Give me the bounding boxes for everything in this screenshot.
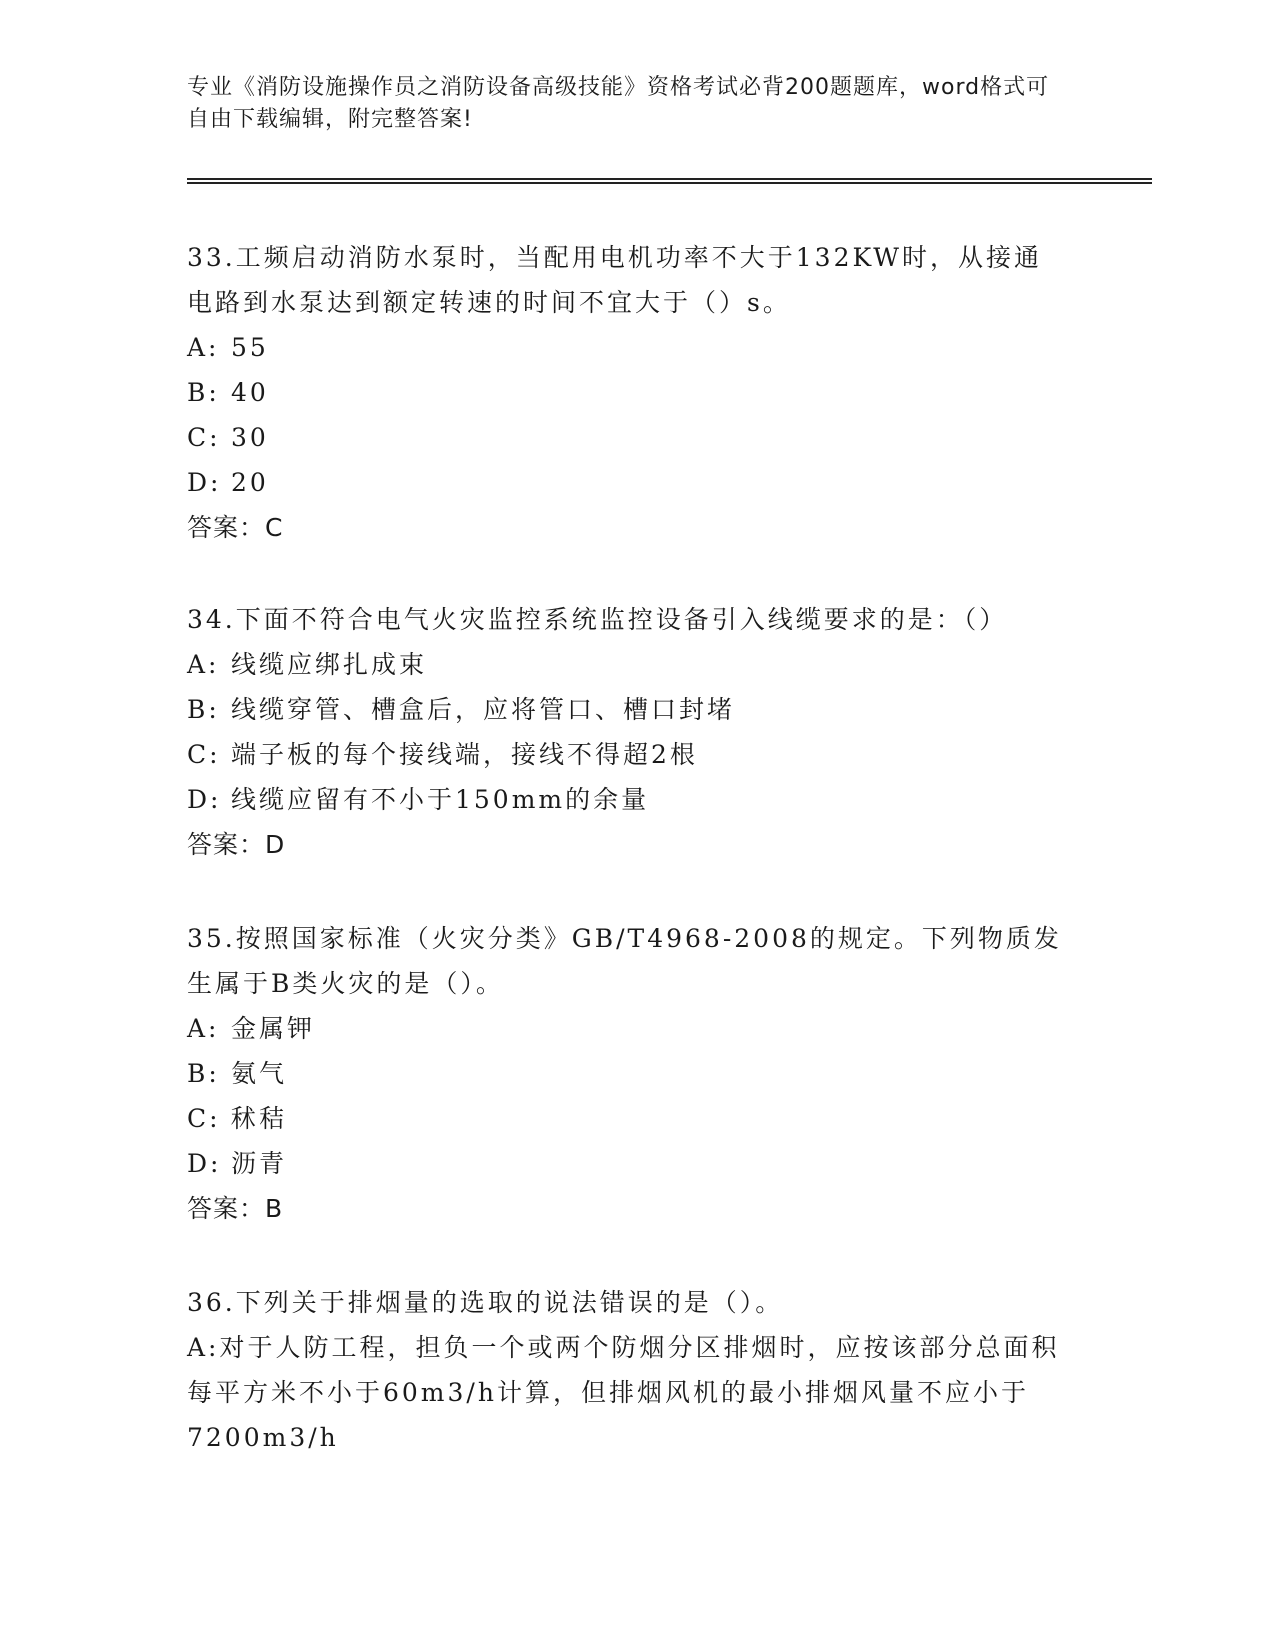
answer-line: 答案：C <box>187 513 284 542</box>
option-a <box>187 642 1067 687</box>
option-text: 20 <box>231 468 269 497</box>
option-c <box>187 415 1067 460</box>
option-a <box>187 1006 1067 1051</box>
option-c <box>187 1096 1067 1141</box>
option-letter: A: <box>187 1333 220 1362</box>
option-letter: B: <box>187 1059 220 1088</box>
option-text: 线缆应留有不小于150mm的余量 <box>231 785 650 814</box>
question-stem: 36.下列关于排烟量的选取的说法错误的是（）。 <box>187 1288 784 1317</box>
question-36 <box>187 1280 1067 1460</box>
question-34 <box>187 597 1067 867</box>
option-text: 55 <box>231 333 269 362</box>
option-text: 40 <box>231 378 269 407</box>
option-d <box>187 1141 1067 1186</box>
option-text: 线缆应绑扎成束 <box>231 650 428 679</box>
option-letter: D: <box>187 468 222 497</box>
option-a <box>187 1325 1067 1460</box>
option-letter: B: <box>187 695 220 724</box>
question-33 <box>187 235 1067 550</box>
question-stem: 33.工频启动消防水泵时，当配用电机功率不大于132KW时，从接通电路到水泵达到额定转速的时间不宜大于（）s。 <box>187 243 1042 317</box>
question-35 <box>187 916 1067 1231</box>
option-text: 金属钾 <box>231 1014 316 1043</box>
document-header <box>187 72 1067 136</box>
answer-line: 答案：D <box>187 830 286 859</box>
option-d <box>187 460 1067 505</box>
option-b <box>187 687 1067 732</box>
option-letter: A: <box>187 650 220 679</box>
option-text: 对于人防工程，担负一个或两个防烟分区排烟时，应按该部分总面积每平方米不小于60m3/h计算，但排烟风机的最小排烟风量不应小于7200m3/h <box>187 1333 1060 1452</box>
option-text: 30 <box>231 423 269 452</box>
option-text: 端子板的每个接线端，接线不得超2根 <box>231 740 698 769</box>
option-b <box>187 1051 1067 1096</box>
question-stem: 35.按照国家标准（火灾分类》GB/T4968-2008的规定。下列物质发生属于B类火灾的是（）。 <box>187 924 1062 998</box>
option-letter: D: <box>187 1149 222 1178</box>
option-d <box>187 777 1067 822</box>
option-letter: A: <box>187 333 220 362</box>
answer-line: 答案：B <box>187 1194 284 1223</box>
option-c <box>187 732 1067 777</box>
header-text: 专业《消防设施操作员之消防设备高级技能》资格考试必背200题题库，word格式可自由下载编辑，附完整答案! <box>187 75 1050 132</box>
option-b <box>187 370 1067 415</box>
header-rule-top <box>187 178 1152 180</box>
option-letter: A: <box>187 1014 220 1043</box>
option-text: 氨气 <box>231 1059 288 1088</box>
option-letter: C: <box>187 740 221 769</box>
header-rule-bottom <box>187 182 1152 184</box>
option-text: 秫秸 <box>231 1104 288 1133</box>
option-a <box>187 325 1067 370</box>
option-text: 线缆穿管、槽盒后，应将管口、槽口封堵 <box>231 695 736 724</box>
option-letter: D: <box>187 785 222 814</box>
option-letter: B: <box>187 378 220 407</box>
question-stem: 34.下面不符合电气火灾监控系统监控设备引入线缆要求的是：（） <box>187 605 1008 634</box>
option-letter: C: <box>187 1104 221 1133</box>
option-text: 沥青 <box>231 1149 288 1178</box>
option-letter: C: <box>187 423 221 452</box>
